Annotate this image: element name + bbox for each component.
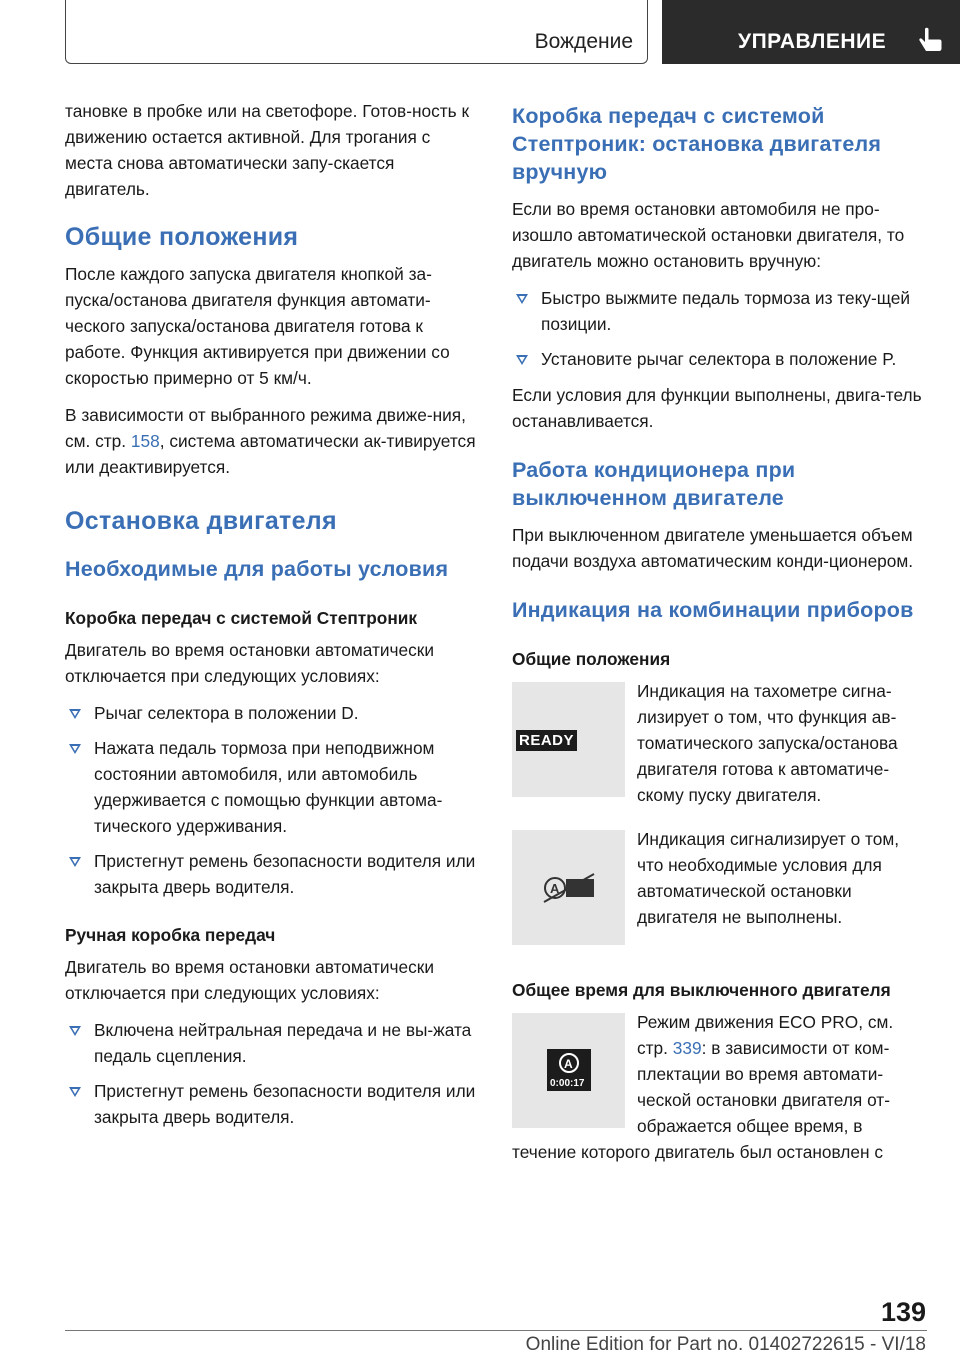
- manual-list: [65, 1017, 480, 1130]
- ready-indicator-image: [512, 682, 625, 797]
- list-item: Рычаг селектора в положении D.: [65, 700, 480, 726]
- page-link-158[interactable]: 158: [130, 431, 160, 451]
- footer-edition: Online Edition for Part no. 01402722615 - VI/18: [525, 1334, 926, 1355]
- manual-paragraph: Двигатель во время остановки автоматически отключается при следующих условиях:: [65, 957, 435, 1003]
- heading-total-time: Общее время для выключенного двигателя: [512, 980, 891, 1000]
- bullet-triangle-icon: [69, 709, 81, 719]
- page-link-339[interactable]: 339: [672, 1038, 702, 1058]
- manual-stop-list: [512, 285, 927, 372]
- ready-indicator-label: READY: [516, 730, 577, 751]
- bullet-triangle-icon: [516, 355, 528, 365]
- heading-conditions: Необходимые для работы условия: [65, 557, 449, 581]
- steptronic-list: [65, 700, 480, 900]
- bullet-triangle-icon: [69, 857, 81, 867]
- hand-pointer-icon: [916, 26, 946, 56]
- eco-time-value: 0:00:17: [550, 1078, 585, 1089]
- list-item: Пристегнут ремень безопасности водителя или закрыта дверь водителя.: [65, 848, 480, 900]
- left-column: [65, 98, 480, 1140]
- svg-text:A: A: [550, 881, 560, 896]
- bullet-triangle-icon: [69, 744, 81, 754]
- start-stop-crossed-icon: [542, 870, 596, 906]
- heading-steptronic: Коробка передач с системой Стептроник: [65, 608, 418, 628]
- ac-paragraph: При выключенном двигателе уменьшается объем подачи воздуха автоматическим конди-ционером.: [512, 525, 914, 571]
- header-section-tab: [65, 0, 648, 64]
- page-number: 139: [880, 1297, 926, 1327]
- list-item: Установите рычаг селектора в положение P.: [512, 346, 927, 372]
- general-paragraph-2: В зависимости от выбранного режима движе-ния, см. стр. 158, система автоматически ак-тивируется или деактивируется.: [65, 405, 476, 477]
- heading-engine-stop: Остановка двигателя: [65, 507, 337, 535]
- heading-indication: Индикация на комбинации приборов: [512, 598, 914, 622]
- ind-eco-continuation: течение которого двигатель был остановлен с: [512, 1142, 883, 1162]
- auto-start-stop-icon: [547, 1051, 591, 1077]
- heading-ac: Работа кондиционера при выключенном двигателе: [512, 458, 796, 510]
- start-stop-unavailable-image: [512, 830, 625, 945]
- ind-ready-text: Индикация на тахометре сигна-лизирует о том, что функция ав-томатического запуска/останова двигателя готова к автоматиче-скому пуску двигателя.: [637, 681, 898, 805]
- intro-paragraph: тановке в пробке или на светофоре. Готов-ность к движению остается активной. Для трогания с места снова автоматически запу-скается двигатель.: [65, 101, 470, 199]
- header-chapter-tab: [662, 0, 960, 64]
- bullet-triangle-icon: [516, 294, 528, 304]
- svg-text:A: A: [564, 1057, 573, 1071]
- header-chapter-label: УПРАВЛЕНИЕ: [738, 30, 887, 53]
- heading-manual-gearbox: Ручная коробка передач: [65, 925, 276, 945]
- manual-stop-paragraph: Если во время остановки автомобиля не про-изошло автоматической остановки двигателя, то двигатель можно остановить вручную:: [512, 199, 905, 271]
- ind-eco-text: Режим движения ECO PRO, см. стр. 339: в зависимости от ком-плектации во время автомати-ческой остановки двигателя от-ображается общее время, в: [637, 1012, 894, 1136]
- list-item: Нажата педаль тормоза при неподвижном состоянии автомобиля, или автомобиль удерживается с помощью функции автома-тического удерживания.: [65, 735, 480, 839]
- bullet-triangle-icon: [69, 1026, 81, 1036]
- eco-time-badge: [547, 1049, 591, 1091]
- header-section-label: Вождение: [534, 30, 633, 53]
- heading-manual-stop: Коробка передач с системой Стептроник: остановка двигателя вручную: [512, 104, 882, 184]
- indicator-ready-row: [512, 678, 927, 808]
- general-paragraph-1: После каждого запуска двигателя кнопкой за-пуска/останова двигателя функция автомати-ческого запуска/останова двигателя готова к работе. Функция активируется при движении со скоростью примерно от 5 км/ч.: [65, 264, 450, 388]
- ind-unavailable-text: Индикация сигнализирует о том, что необходимые условия для автоматической остановки двигателя не выполнены.: [637, 829, 900, 927]
- heading-general: Общие положения: [65, 223, 299, 251]
- list-item: Включена нейтральная передача и не вы-жата педаль сцепления.: [65, 1017, 480, 1069]
- steptronic-paragraph: Двигатель во время остановки автоматически отключается при следующих условиях:: [65, 640, 435, 686]
- footer-divider: [65, 1330, 927, 1331]
- heading-ind-general: Общие положения: [512, 649, 671, 669]
- indicator-unavailable-row: [512, 826, 927, 945]
- bullet-triangle-icon: [69, 1087, 81, 1097]
- list-item: Быстро выжмите педаль тормоза из теку-щей позиции.: [512, 285, 927, 337]
- list-item: Пристегнут ремень безопасности водителя или закрыта дверь водителя.: [65, 1078, 480, 1130]
- right-column: [512, 98, 927, 1176]
- eco-pro-time-image: [512, 1013, 625, 1128]
- indicator-eco-row: [512, 1009, 927, 1139]
- after-paragraph: Если условия для функции выполнены, двига-тель останавливается.: [512, 385, 922, 431]
